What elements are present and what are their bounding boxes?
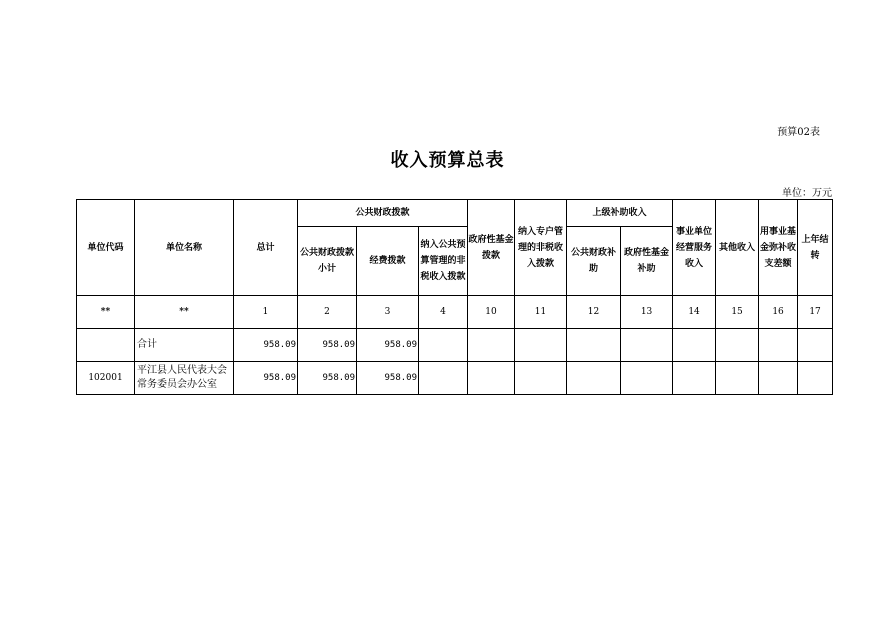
index-row bbox=[77, 296, 833, 329]
index-cell: 16 bbox=[759, 296, 798, 329]
expense-cell: 958.09 bbox=[357, 362, 419, 395]
empty-cell bbox=[468, 362, 515, 395]
header-non-tax-budget: 纳入公共预算管理的非税收入拨款 bbox=[419, 227, 468, 296]
index-cell: ** bbox=[77, 296, 135, 329]
empty-cell bbox=[621, 362, 673, 395]
index-cell: 14 bbox=[673, 296, 716, 329]
index-cell: 17 bbox=[798, 296, 833, 329]
subtotal-cell: 958.09 bbox=[298, 362, 357, 395]
unit-code-cell: 102001 bbox=[77, 362, 135, 395]
index-cell: 12 bbox=[567, 296, 621, 329]
empty-cell bbox=[567, 329, 621, 362]
total-cell: 958.09 bbox=[234, 329, 298, 362]
empty-cell bbox=[716, 329, 759, 362]
index-cell: 3 bbox=[357, 296, 419, 329]
empty-cell bbox=[419, 362, 468, 395]
index-cell: 4 bbox=[419, 296, 468, 329]
empty-cell bbox=[515, 329, 567, 362]
table-row-unit bbox=[77, 362, 833, 395]
empty-cell bbox=[759, 362, 798, 395]
index-cell: 1 bbox=[234, 296, 298, 329]
header-public-finance-subtotal: 公共财政拨款小计 bbox=[298, 227, 357, 296]
empty-cell bbox=[673, 362, 716, 395]
index-cell: 13 bbox=[621, 296, 673, 329]
income-budget-table bbox=[76, 199, 833, 395]
empty-cell bbox=[468, 329, 515, 362]
empty-cell bbox=[798, 329, 833, 362]
unit-label: 单位：万元 bbox=[782, 188, 832, 199]
empty-cell bbox=[798, 362, 833, 395]
unit-name-cell: 平江县人民代表大会常务委员会办公室 bbox=[135, 362, 234, 395]
index-cell: 15 bbox=[716, 296, 759, 329]
empty-cell bbox=[673, 329, 716, 362]
empty-cell bbox=[621, 329, 673, 362]
header-upper-subsidy: 上级补助收入 bbox=[567, 200, 673, 227]
header-other-income: 其他收入 bbox=[716, 200, 759, 296]
empty-cell bbox=[759, 329, 798, 362]
index-cell: 2 bbox=[298, 296, 357, 329]
header-fund-cover: 用事业基金弥补收支差额 bbox=[759, 200, 798, 296]
empty-cell bbox=[419, 329, 468, 362]
header-carryover: 上年结转 bbox=[798, 200, 833, 296]
subtotal-cell: 958.09 bbox=[298, 329, 357, 362]
unit-code-cell bbox=[77, 329, 135, 362]
table-row-total bbox=[77, 329, 833, 362]
header-gov-fund-subsidy: 政府性基金补助 bbox=[621, 227, 673, 296]
index-cell: 11 bbox=[515, 296, 567, 329]
total-cell: 958.09 bbox=[234, 362, 298, 395]
header-special-non-tax: 纳入专户管理的非税收入拨款 bbox=[515, 200, 567, 296]
empty-cell bbox=[567, 362, 621, 395]
header-unit-name: 单位名称 bbox=[135, 200, 234, 296]
page-title: 收入预算总表 bbox=[390, 150, 505, 171]
header-total: 总计 bbox=[234, 200, 298, 296]
form-number: 预算02表 bbox=[777, 127, 820, 138]
empty-cell bbox=[515, 362, 567, 395]
header-business-income: 事业单位经营服务收入 bbox=[673, 200, 716, 296]
index-cell: ** bbox=[135, 296, 234, 329]
header-public-finance-subsidy: 公共财政补助 bbox=[567, 227, 621, 296]
header-unit-code: 单位代码 bbox=[77, 200, 135, 296]
header-public-finance: 公共财政拨款 bbox=[298, 200, 468, 227]
header-gov-fund: 政府性基金拨款 bbox=[468, 200, 515, 296]
unit-name-cell: 合计 bbox=[135, 329, 234, 362]
empty-cell bbox=[716, 362, 759, 395]
index-cell: 10 bbox=[468, 296, 515, 329]
header-expense-appropriation: 经费拨款 bbox=[357, 227, 419, 296]
expense-cell: 958.09 bbox=[357, 329, 419, 362]
